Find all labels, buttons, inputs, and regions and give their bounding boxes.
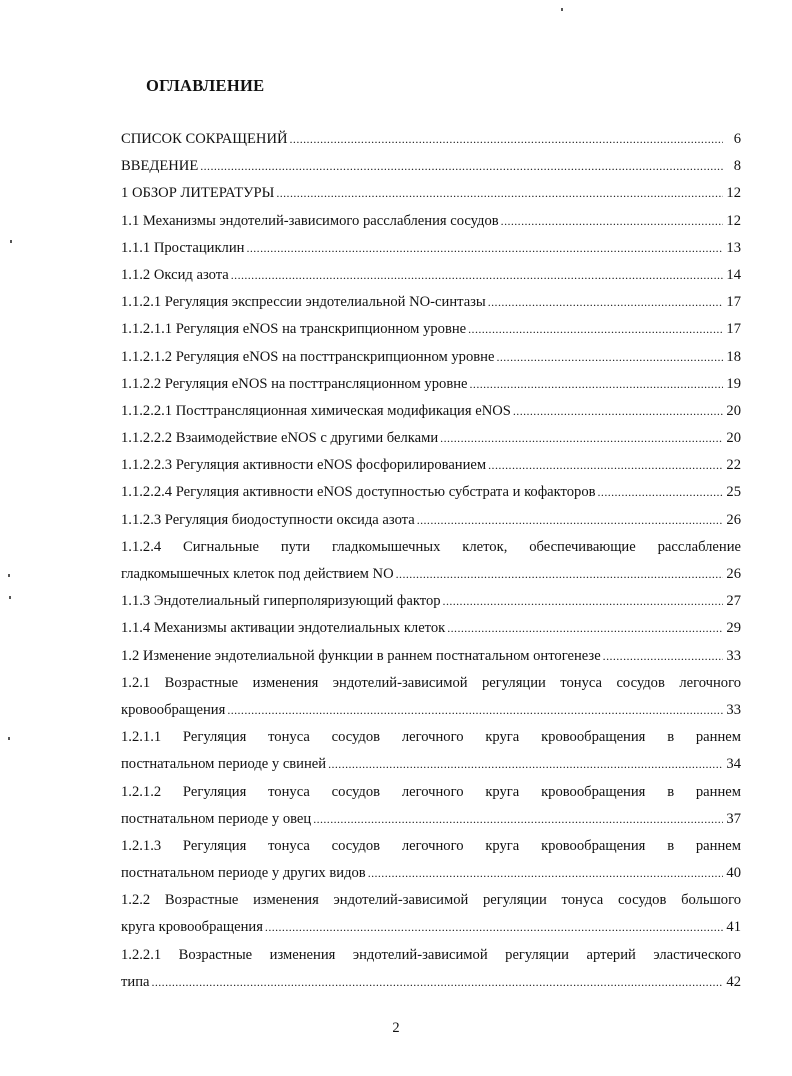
toc-entry: [121, 294, 741, 321]
toc-entry-page: 26: [726, 511, 741, 528]
toc-entry-page: 20: [726, 402, 741, 419]
dot-leader: [151, 975, 723, 990]
toc-entry: [121, 403, 741, 430]
scan-speck: [9, 596, 11, 599]
toc-entry-page: 33: [726, 701, 741, 718]
toc-entry-page: 20: [726, 430, 741, 447]
toc-entry-page: 37: [726, 810, 741, 827]
toc-entry-continuation: гладкомышечных клеток под действием NO: [121, 566, 394, 582]
toc-entry-page: 26: [726, 566, 741, 582]
toc-entry: [121, 512, 741, 539]
toc-entry: [121, 756, 741, 783]
dot-leader: [246, 241, 723, 256]
toc-entry-first-line: 1.2.1 Возрастные изменения эндотелий-зависимой регуляции тонуса сосудов легочного: [121, 674, 741, 691]
dot-leader: [468, 322, 723, 337]
toc-entry-continuation: кровообращения: [121, 701, 226, 718]
toc-entry-title: 1 ОБЗОР ЛИТЕРАТУРЫ: [121, 185, 275, 202]
toc-entry-title: 1.1.2.2 Регуляция eNOS на посттрансляционном уровне: [121, 375, 468, 392]
dot-leader: [368, 866, 723, 881]
toc-entry-page: 17: [726, 294, 741, 311]
toc-entry-title: 1.1.2.1.2 Регуляция eNOS на посттранскрипционном уровне: [121, 348, 495, 365]
toc-entry-page: 19: [726, 375, 741, 392]
dot-leader: [200, 159, 723, 174]
toc-entry: [121, 702, 741, 729]
toc-entry-title: 1.1.2.2.4 Регуляция активности eNOS доступностью субстрата и кофакторов: [121, 484, 596, 501]
toc-entry-first-line: 1.1.2.4 Сигнальные пути гладкомышечных клеток, обеспечивающие расслабление: [121, 538, 741, 555]
toc-entry-first-line: 1.2.1.1 Регуляция тонуса сосудов легочного круга кровообращения в раннем: [121, 729, 741, 746]
toc-entry-title: 1.1.3 Эндотелиальный гиперполяризующий фактор: [121, 593, 441, 610]
dot-leader: [396, 567, 723, 582]
toc-entry: [121, 376, 741, 403]
dot-leader: [231, 268, 723, 283]
toc-entry-first-line: 1.2.2 Возрастные изменения эндотелий-зависимой регуляции тонуса сосудов большого: [121, 892, 741, 909]
toc-entry-title: 1.1.2.2.2 Взаимодействие eNOS с другими белками: [121, 430, 439, 447]
toc-entry-page: 8: [733, 158, 741, 175]
dot-leader: [265, 920, 723, 935]
toc-entry-title: 1.1.2.3 Регуляция биодоступности оксида азота: [121, 511, 415, 528]
toc-entry-page: 17: [726, 321, 741, 338]
toc-entry: [121, 593, 741, 620]
toc-entry: [121, 484, 741, 511]
dot-leader: [440, 431, 723, 446]
toc-entry: [121, 974, 741, 1001]
toc-entry-title: 1.1.2.2.1 Посттрансляционная химическая модификация eNOS: [121, 402, 511, 419]
toc-entry-page: 6: [733, 131, 741, 147]
toc-entry: [121, 430, 741, 457]
toc-entry-page: 12: [726, 185, 741, 202]
dot-leader: [443, 594, 723, 609]
toc-entry-continuation: постнатальном периоде у свиней: [121, 756, 327, 773]
page-number: 2: [392, 1020, 400, 1036]
page-title: ОГЛАВЛЕНИЕ: [146, 76, 265, 95]
toc-entry-page: 42: [726, 973, 741, 990]
toc-entry-page: 22: [726, 457, 741, 474]
dot-leader: [470, 377, 723, 392]
toc-entry-first-line: 1.2.1.2 Регуляция тонуса сосудов легочного круга кровообращения в раннем: [121, 783, 741, 800]
toc-entry-continuation: постнатальном периоде у других видов: [121, 865, 366, 882]
toc-entry-title: 1.1.2 Оксид азота: [121, 266, 229, 283]
toc-entry-title: 1.1.1 Простациклин: [121, 239, 245, 256]
dot-leader: [328, 757, 723, 772]
toc-entry: [121, 240, 741, 267]
toc-entry: [121, 566, 741, 593]
toc-entry: [121, 158, 741, 185]
toc-entry-title: СПИСОК СОКРАЩЕНИЙ: [121, 131, 288, 147]
toc-entry-first-line: 1.2.1.3 Регуляция тонуса сосудов легочного круга кровообращения в раннем: [121, 837, 741, 854]
scan-speck: [8, 737, 10, 740]
toc-entry: [121, 321, 741, 348]
dot-leader: [488, 458, 723, 473]
dot-leader: [290, 132, 723, 147]
toc-entry: [121, 131, 741, 158]
toc-entry: [121, 620, 741, 647]
toc-entry: [121, 349, 741, 376]
toc-entry-title: 1.1.2.2.3 Регуляция активности eNOS фосфорилированием: [121, 457, 487, 474]
dot-leader: [598, 485, 723, 500]
toc-entry: [121, 648, 741, 675]
toc-entry-first-line: 1.2.2.1 Возрастные изменения эндотелий-зависимой регуляции артерий эластического: [121, 946, 741, 963]
dot-leader: [276, 186, 723, 201]
table-of-contents: [121, 131, 741, 1001]
dot-leader: [513, 404, 723, 419]
toc-entry-title: ВВЕДЕНИЕ: [121, 158, 199, 175]
dot-leader: [417, 513, 723, 528]
toc-entry-page: 29: [726, 620, 741, 637]
toc-entry: [121, 865, 741, 892]
toc-entry-title: 1.1.4 Механизмы активации эндотелиальных клеток: [121, 620, 446, 637]
toc-entry: [121, 457, 741, 484]
dot-leader: [227, 703, 723, 718]
toc-entry-title: 1.1.2.1.1 Регуляция eNOS на транскрипционном уровне: [121, 321, 467, 338]
scan-speck: [10, 240, 12, 243]
toc-entry-page: 34: [726, 756, 741, 773]
toc-entry-title: 1.1.2.1 Регуляция экспрессии эндотелиальной NO-синтазы: [121, 294, 486, 311]
dot-leader: [313, 812, 723, 827]
toc-entry-page: 25: [726, 484, 741, 501]
toc-entry-page: 18: [726, 348, 741, 365]
toc-entry: [121, 213, 741, 240]
toc-entry-continuation: типа: [121, 973, 150, 990]
toc-entry-continuation: постнатальном периоде у овец: [121, 810, 312, 827]
toc-entry: [121, 185, 741, 212]
toc-entry-page: 33: [726, 647, 741, 664]
scan-speck: [561, 8, 563, 11]
toc-entry: [121, 919, 741, 946]
toc-entry-page: 41: [726, 919, 741, 936]
scan-speck: [8, 574, 10, 577]
toc-entry-page: 14: [726, 266, 741, 283]
dot-leader: [447, 621, 723, 636]
toc-entry-page: 40: [726, 865, 741, 882]
toc-entry-page: 27: [726, 593, 741, 610]
toc-entry: [121, 811, 741, 838]
toc-entry-title: 1.2 Изменение эндотелиальной функции в раннем постнатальном онтогенезе: [121, 647, 601, 664]
dot-leader: [496, 350, 723, 365]
toc-entry-page: 12: [726, 212, 741, 229]
dot-leader: [603, 649, 723, 664]
toc-entry-title: 1.1 Механизмы эндотелий-зависимого расслабления сосудов: [121, 212, 499, 229]
toc-entry-page: 13: [726, 239, 741, 256]
dot-leader: [488, 295, 723, 310]
toc-entry: [121, 267, 741, 294]
toc-entry-continuation: круга кровообращения: [121, 919, 263, 936]
dot-leader: [501, 214, 723, 229]
